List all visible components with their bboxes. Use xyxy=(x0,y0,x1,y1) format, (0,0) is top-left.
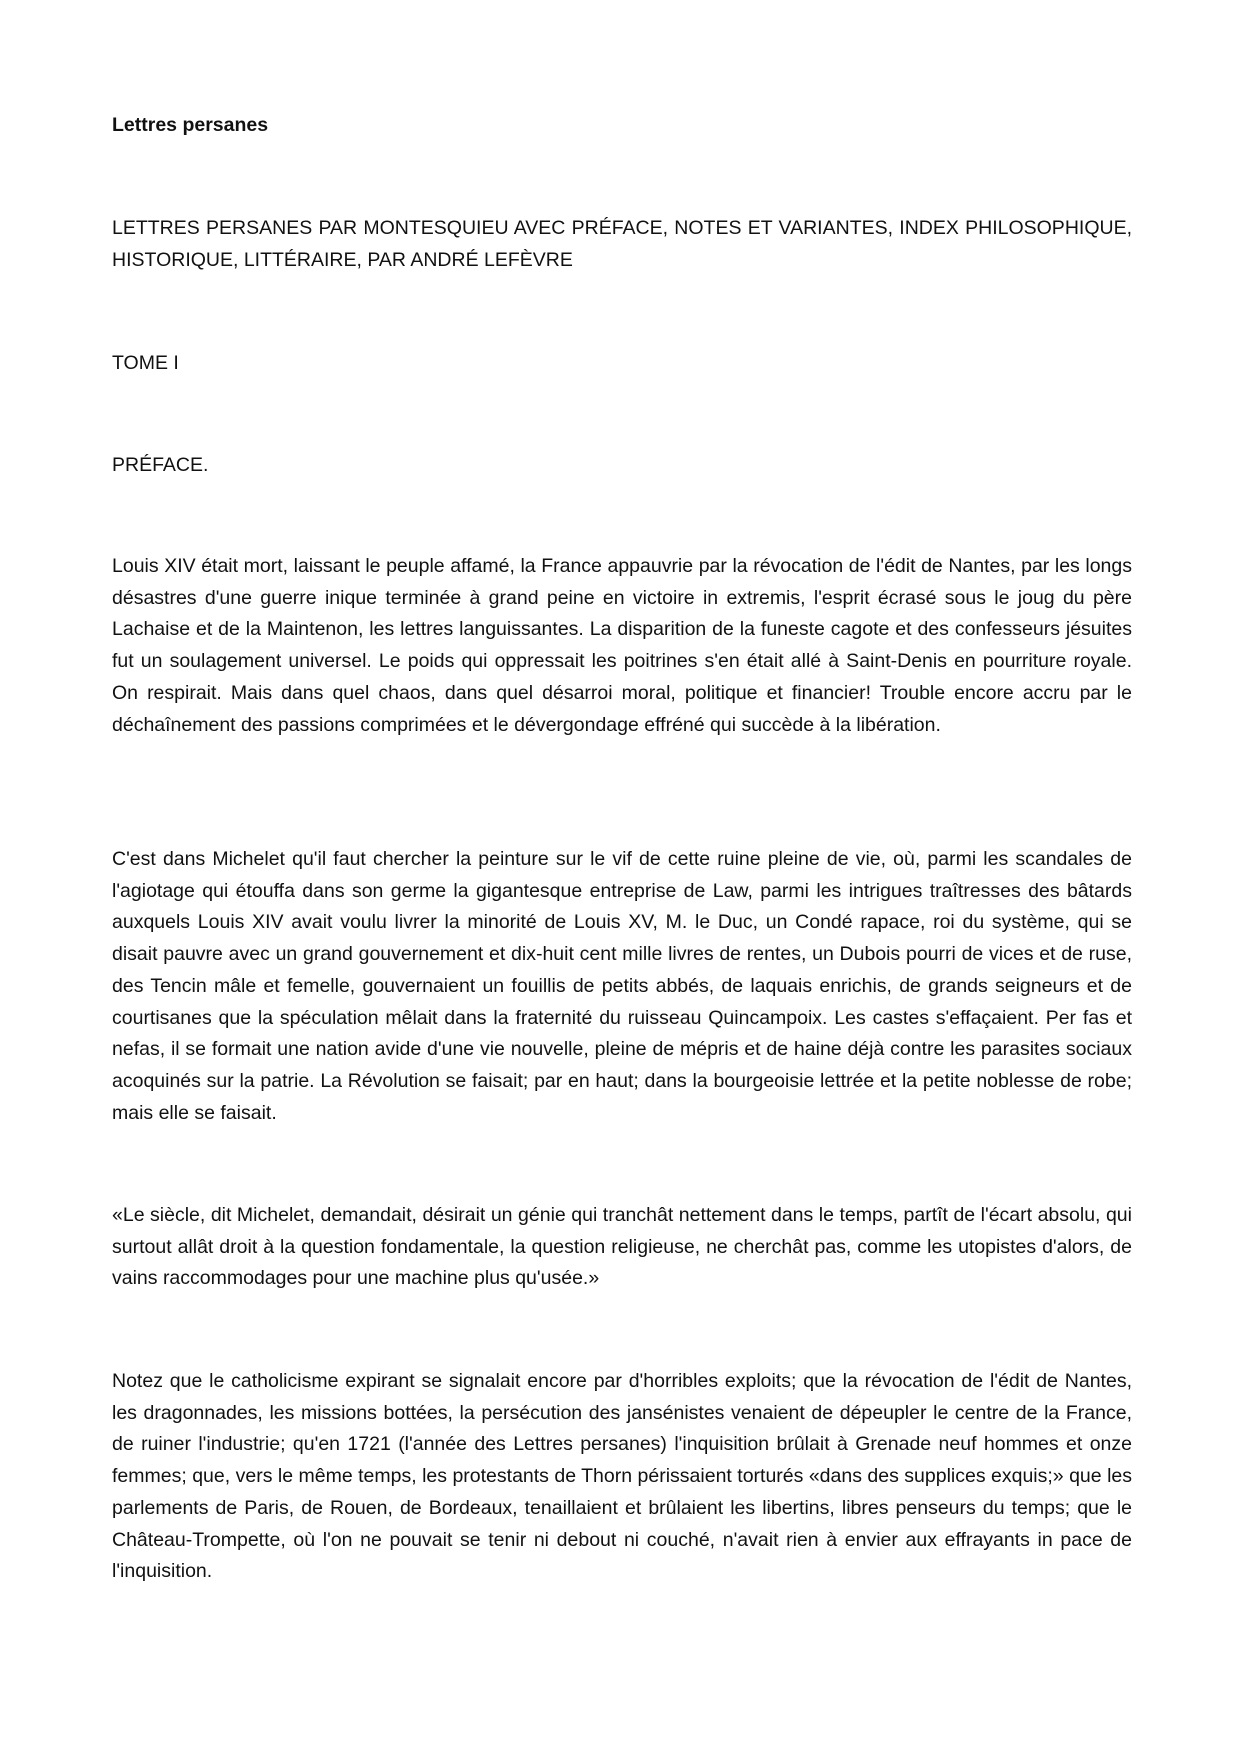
volume-label: TOME I xyxy=(112,352,179,374)
document-subtitle: LETTRES PERSANES PAR MONTESQUIEU AVEC PRÉFACE, NOTES ET VARIANTES, INDEX PHILOSOPHIQUE, HISTORIQUE, LITTÉRAIRE, PAR ANDRÉ LEFÈVRE xyxy=(112,217,1132,271)
paragraph: Notez que le catholicisme expirant se signalait encore par d'horribles exploits; que la révocation de l'édit de Nantes, les dragonnades, les missions bottées, la persécution des jansénistes venaient de dépeupler le centre de la France, de ruiner l'industrie; qu'en 1721 (l'année des Lettres persanes) l'inquisition brûlait à Grenade neuf hommes et onze femmes; que, vers le même temps, les protestants de Thorn périssaient torturés «dans des supplices exquis;» que les parlements de Paris, de Rouen, de Bordeaux, tenaillaient et brûlaient les libertins, libres penseurs du temps; que le Château-Trompette, où l'on ne pouvait se tenir ni debout ni couché, n'avait rien à envier aux effrayants in pace de l'inquisition. xyxy=(112,1370,1132,1583)
section-heading: PRÉFACE. xyxy=(112,454,209,476)
paragraph: C'est dans Michelet qu'il faut chercher la peinture sur le vif de cette ruine pleine de vie, où, parmi les scandales de l'agiotage qui étouffa dans son germe la gigantesque entreprise de Law, parmi les intrigues traîtresses des bâtards auxquels Louis XIV avait voulu livrer la minorité de Louis XV, M. le Duc, un Condé rapace, roi du système, qui se disait pauvre avec un grand gouvernement et dix-huit cent mille livres de rentes, un Dubois pourri de vices et de ruse, des Tencin mâle et femelle, gouvernaient un fouillis de petits abbés, de laquais enrichis, de grands seigneurs et de courtisanes que la spéculation mêlait dans la fraternité du ruisseau Quincampoix. Les castes s'effaçaient. Per fas et nefas, il se formait une nation avide d'une vie nouvelle, pleine de mépris et de haine déjà contre les parasites sociaux acoquinés sur la patrie. La Révolution se faisait; par en haut; dans la bourgeoisie lettrée et la petite noblesse de robe; mais elle se faisait. xyxy=(112,848,1132,1124)
document-title: Lettres persanes xyxy=(112,114,269,136)
paragraph: Louis XIV était mort, laissant le peuple affamé, la France appauvrie par la révocation de l'édit de Nantes, par les longs désastres d'une guerre inique terminée à grand peine en victoire in extremis, l'esprit écrasé sous le joug du père Lachaise et de la Maintenon, les lettres languissantes. La disparition de la funeste cagote et des confesseurs jésuites fut un soulagement universel. Le poids qui oppressait les poitrines s'en était allé à Saint-Denis en pourriture royale. On respirait. Mais dans quel chaos, dans quel désarroi moral, politique et financier! Trouble encore accru par le déchaînement des passions comprimées et le dévergondage effréné qui succède à la libération. xyxy=(112,555,1132,736)
paragraph: «Le siècle, dit Michelet, demandait, désirait un génie qui tranchât nettement dans le temps, partît de l'écart absolu, qui surtout allât droit à la question fondamentale, la question religieuse, ne cherchât pas, comme les utopistes d'alors, de vains raccommodages pour une machine plus qu'usée.» xyxy=(112,1204,1132,1290)
